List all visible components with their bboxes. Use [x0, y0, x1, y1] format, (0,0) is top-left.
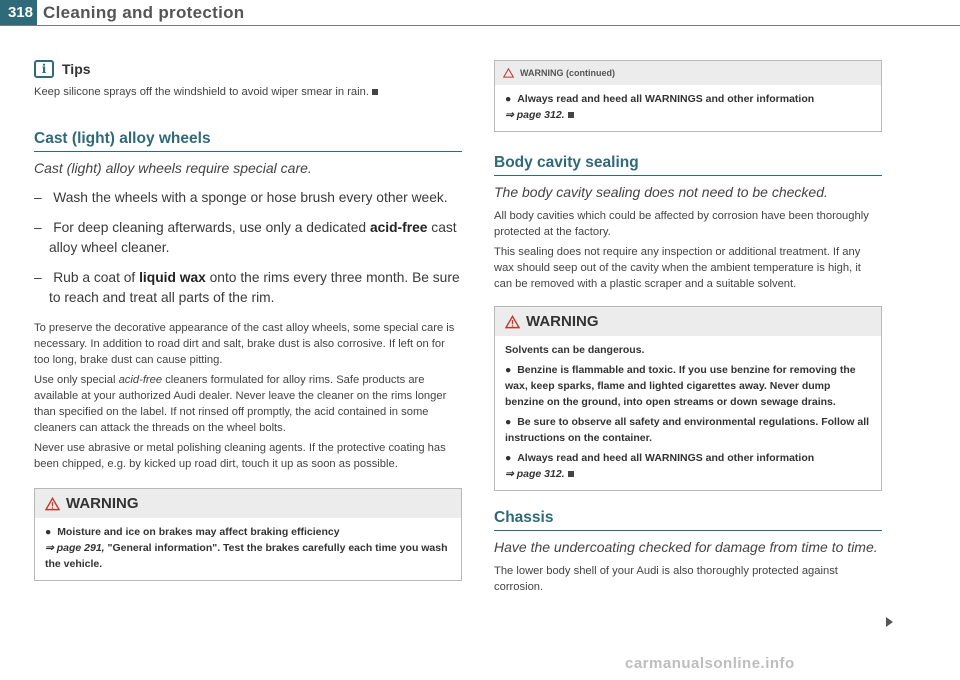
page-number: 318 — [0, 0, 37, 26]
chapter-title: Cleaning and protection — [43, 3, 245, 22]
right-column — [494, 60, 882, 595]
section-heading-alloy: Cast (light) alloy wheels — [34, 130, 462, 152]
warning-heading: WARNING — [495, 307, 881, 336]
warning-bullet: ● Always read and heed all WARNINGS and other information — [505, 452, 815, 464]
warning-line: Solvents can be dangerous. — [505, 344, 645, 356]
warning-text: ⇒ page 291, "General information". Test the brakes carefully each time you wash the vehicle. — [45, 542, 448, 570]
cavity-lead: The body cavity sealing does not need to be checked. — [494, 184, 828, 200]
next-page-arrow-icon — [886, 617, 893, 627]
warning-bullet: ● Always read and heed all WARNINGS and other information — [505, 93, 815, 105]
warning-bullet: ● Be sure to observe all safety and environmental regulations. Follow all instructions on the container. — [505, 416, 870, 444]
warning-ref — [505, 107, 871, 123]
page-link[interactable]: ⇒ page 291, — [45, 542, 105, 554]
info-icon: i — [34, 60, 54, 78]
alloy-step-1: – Wash the wheels with a sponge or hose brush every other week. — [34, 190, 448, 205]
section-heading-cavity: Body cavity sealing — [494, 154, 882, 176]
watermark: carmanualsonline.info — [625, 655, 795, 672]
tips-label: Tips — [62, 61, 91, 77]
tips-heading — [34, 60, 462, 78]
cavity-paragraph-2: This sealing does not require any inspection or additional treatment. If any wax should seep out of the cavity when the ambient temperature is high, it can be removed with a plastic scraper and a suitable solvent. — [494, 246, 861, 290]
tips-text: Keep silicone sprays off the windshield to avoid wiper smear in rain. — [34, 84, 462, 100]
end-marker — [372, 89, 378, 95]
left-column — [34, 60, 462, 581]
warning-triangle-icon — [45, 497, 60, 511]
warning-triangle-icon — [505, 315, 520, 329]
page-link[interactable]: ⇒ page 312. — [505, 468, 565, 480]
alloy-step-3: – Rub a coat of liquid wax onto the rims every three month. Be sure to reach and treat all parts of the rim. — [34, 270, 460, 305]
section-heading-chassis: Chassis — [494, 509, 882, 531]
cavity-paragraph-1: All body cavities which could be affected by corrosion have been thoroughly protected at the factory. — [494, 210, 869, 238]
warning-bullet: ● Benzine is flammable and toxic. If you use benzine for removing the wax, keep sparks, flame and lighted cigarettes away. Never dump benzine on the ground, into open streams or down sewage drains. — [505, 364, 856, 408]
header-rule — [0, 25, 960, 26]
alloy-lead: Cast (light) alloy wheels require special care. — [34, 160, 312, 176]
warning-box-solvents — [494, 306, 882, 491]
warning-ref — [505, 466, 871, 482]
page-link[interactable]: ⇒ page 312. — [505, 109, 565, 121]
end-marker — [568, 471, 574, 477]
alloy-paragraph-3: Never use abrasive or metal polishing cleaning agents. If the protective coating has been chipped, e.g. by kicked up road dirt, touch it up as soon as possible. — [34, 442, 446, 470]
alloy-paragraph-2: Use only special acid-free cleaners formulated for alloy rims. Safe products are available at your authorized Audi dealer. Never leave the cleaner on the rims longer than specified on the label. If not rinsed off promptly, the acid contained in some cleaners can attack the threads on the wheel bolts. — [34, 374, 447, 434]
alloy-paragraph-1: To preserve the decorative appearance of the cast alloy wheels, some special care is necessary. In addition to road dirt and salt, brake dust is also corrosive. If left on for too long, brake dust can cause pitting. — [34, 322, 455, 366]
warning-continued-heading: WARNING (continued) — [495, 61, 881, 85]
chassis-lead: Have the undercoating checked for damage from time to time. — [494, 539, 878, 555]
end-marker — [568, 112, 574, 118]
warning-heading: WARNING — [35, 489, 461, 518]
warning-box-brakes — [34, 488, 462, 581]
chassis-paragraph-1: The lower body shell of your Audi is also thoroughly protected against corrosion. — [494, 565, 838, 593]
warning-triangle-icon — [503, 68, 514, 78]
warning-box-continued — [494, 60, 882, 132]
warning-bullet: ● Moisture and ice on brakes may affect braking efficiency — [45, 526, 340, 538]
alloy-step-2: – For deep cleaning afterwards, use only a dedicated acid-free cast alloy wheel cleaner. — [34, 220, 457, 255]
